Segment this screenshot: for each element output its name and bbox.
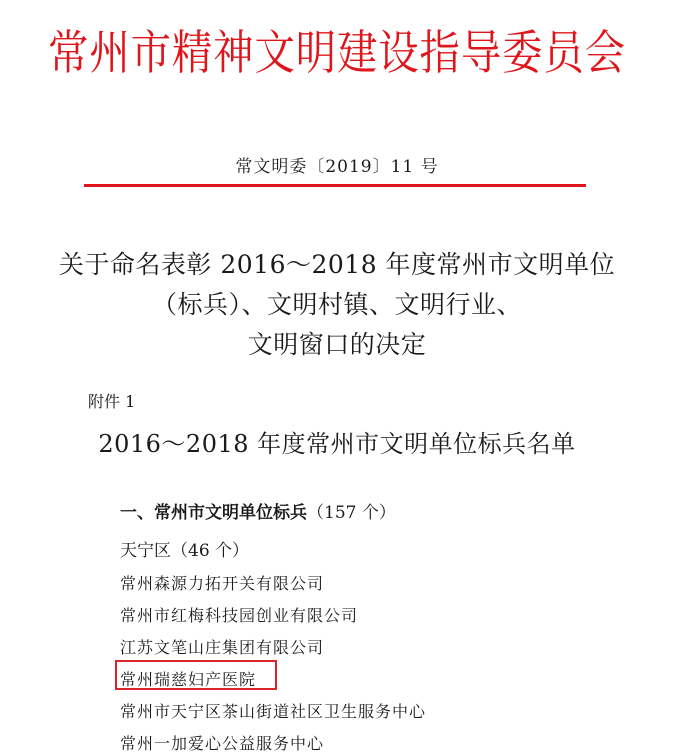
list-item: 江苏文笔山庄集团有限公司 xyxy=(120,638,325,657)
issuing-organization-header: 常州市精神文明建设指导委员会 xyxy=(48,26,626,81)
attachment-label: 附件 1 xyxy=(88,392,136,411)
list-title: 2016～2018 年度常州市文明单位标兵名单 xyxy=(98,430,576,458)
district-heading: 天宁区（46 个） xyxy=(120,541,250,561)
document-title-line-3: 文明窗口的决定 xyxy=(247,330,427,359)
document-number: 常文明委〔2019〕11 号 xyxy=(235,157,439,177)
section-count: （157 个） xyxy=(307,503,396,523)
list-item: 常州森源力拓开关有限公司 xyxy=(120,574,325,593)
red-divider-line xyxy=(84,184,586,187)
highlight-box xyxy=(115,660,277,690)
list-item: 常州市红梅科技园创业有限公司 xyxy=(120,606,359,625)
list-item-highlighted: 常州瑞慈妇产医院 xyxy=(120,670,257,689)
document-title-line-2: （标兵）、文明村镇、文明行业、 xyxy=(151,290,522,319)
section-heading xyxy=(120,498,396,523)
section-title: 一、常州市文明单位标兵 xyxy=(120,503,307,523)
document-title-line-1: 关于命名表彰 2016～2018 年度常州市文明单位 xyxy=(58,250,616,279)
list-item: 常州一加爱心公益服务中心 xyxy=(120,734,325,753)
list-item: 常州市天宁区茶山街道社区卫生服务中心 xyxy=(120,702,427,721)
